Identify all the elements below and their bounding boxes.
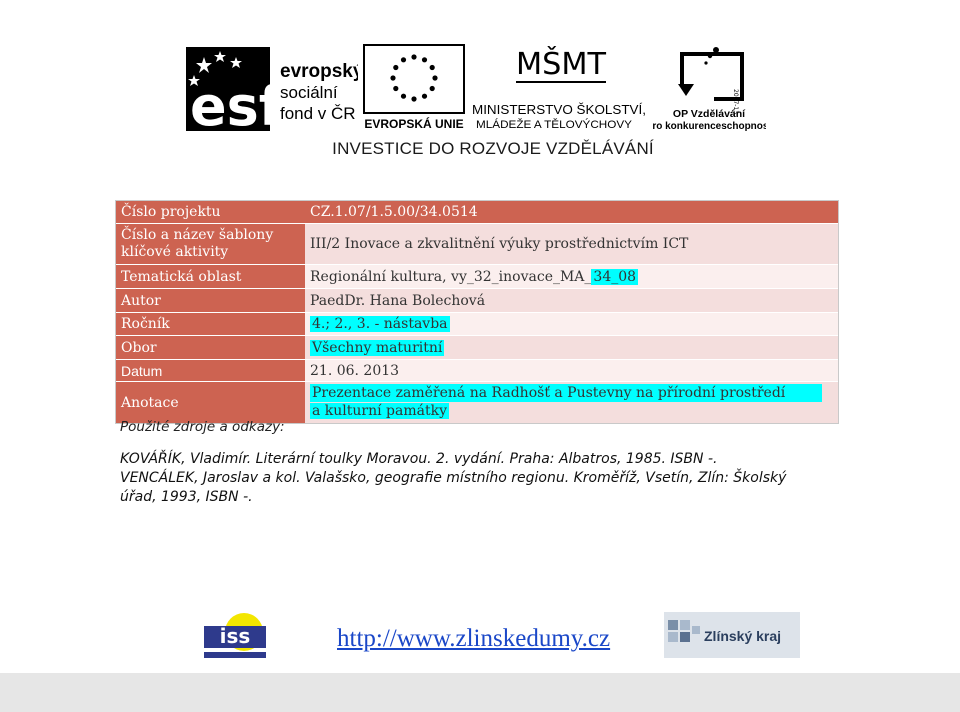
value-topic-text: Regionální kultura, vy_32_inovace_MA_ [310, 268, 592, 285]
sources-list [120, 450, 820, 507]
esf-mark: esf [190, 75, 283, 131]
project-info-table [115, 200, 839, 424]
banner-tagline: INVESTICE DO ROZVOJE VZDĚLÁVÁNÍ [332, 139, 654, 158]
label-template: Číslo a název šablony klíčové aktivity [116, 224, 305, 264]
value-field-text: Všechny maturitní [312, 339, 443, 356]
value-grade [305, 313, 838, 335]
esf-text-3: fond v ČR [280, 104, 356, 123]
row-topic [116, 265, 838, 289]
value-annotation [305, 382, 838, 423]
op-years: 2007-13 [732, 89, 739, 115]
value-topic [305, 265, 838, 288]
source-line: KOVÁŘÍK, Vladimír. Literární toulky Moravou. 2. vydání. Praha: Albatros, 1985. ISBN -. [120, 451, 718, 467]
esf-text-2: sociální [280, 83, 338, 102]
row-field [116, 336, 838, 360]
msmt-mark: MŠMT [516, 47, 606, 82]
value-field [305, 336, 838, 359]
eu-logo [363, 44, 465, 134]
op-text-2: pro konkurenceschopnost [652, 121, 766, 132]
iss-logo [204, 612, 266, 660]
esf-logo [186, 47, 358, 131]
value-topic-highlight: 34_08 [593, 268, 637, 285]
sources-label: Použité zdroje a odkazy: [120, 419, 285, 435]
esf-text-1: evropský [280, 61, 358, 82]
value-project-number: CZ.1.07/1.5.00/34.0514 [305, 201, 838, 223]
row-template [116, 224, 838, 265]
value-annotation-line-1: Prezentace zaměřená na Radhošť a Pustevny na přírodní prostředí [310, 384, 822, 402]
zlin-region-logo [664, 612, 800, 658]
value-date: 21. 06. 2013 [305, 360, 838, 381]
value-annotation-line-2: a kulturní památky [312, 403, 448, 419]
row-grade [116, 313, 838, 336]
website-link[interactable]: http://www.zlinskedumy.cz [337, 625, 611, 652]
label-annotation: Anotace [116, 382, 305, 423]
iss-mark: iss [219, 624, 251, 648]
op-logo [652, 44, 766, 134]
msmt-text-1: MINISTERSTVO ŠKOLSTVÍ, [472, 103, 634, 117]
label-date: Datum [116, 360, 305, 381]
value-template: III/2 Inovace a zkvalitnění výuky prostřednictvím ICT [305, 224, 838, 264]
source-line: úřad, 1993, ISBN -. [120, 489, 253, 505]
row-author [116, 289, 838, 313]
msmt-logo [472, 44, 648, 134]
eu-text: EVROPSKÁ UNIE [364, 117, 464, 131]
label-field: Obor [116, 336, 305, 359]
msmt-text-2: MLÁDEŽE A TĚLOVÝCHOVY [476, 119, 623, 131]
row-project-number [116, 201, 838, 224]
value-grade-text: 4.; 2., 3. - nástavba [312, 316, 448, 332]
footer-band [0, 673, 960, 712]
value-author: PaedDr. Hana Bolechová [305, 289, 838, 312]
op-text-1: OP Vzdělávání [672, 108, 746, 120]
label-author: Autor [116, 289, 305, 312]
label-grade: Ročník [116, 313, 305, 335]
zlin-text: Zlínský kraj [704, 628, 782, 644]
label-topic: Tematická oblast [116, 265, 305, 288]
source-line: VENCÁLEK, Jaroslav a kol. Valašsko, geografie místního regionu. Kroměříž, Vsetín, Zlín: Školský [120, 470, 787, 486]
label-project-number: Číslo projektu [116, 201, 305, 223]
row-annotation [116, 382, 838, 423]
row-date [116, 360, 838, 382]
